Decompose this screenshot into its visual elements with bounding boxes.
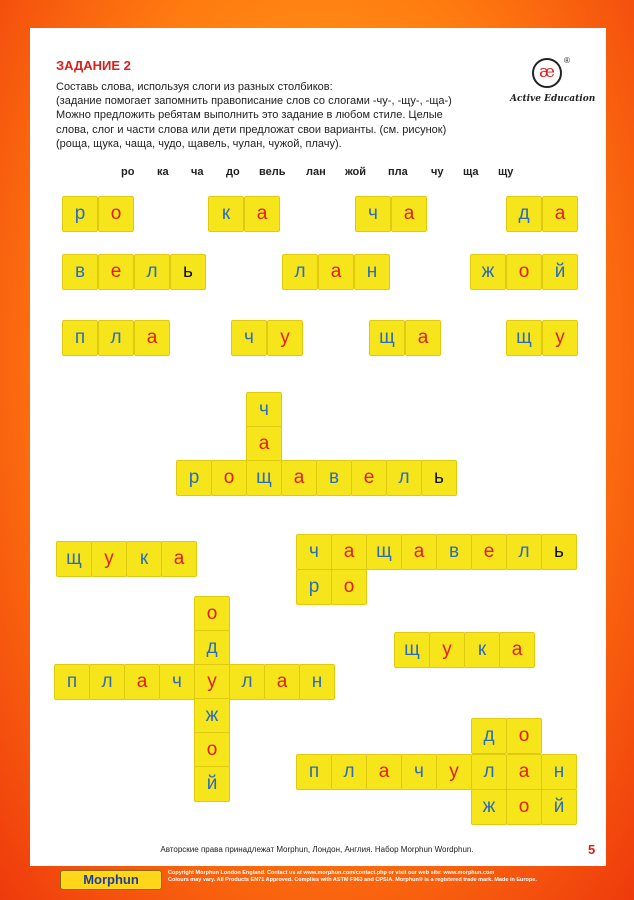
letter-tile[interactable]: а xyxy=(405,320,441,356)
letter-tile[interactable]: о xyxy=(98,196,134,232)
letter-tile[interactable]: л xyxy=(89,664,125,700)
letter-tile[interactable]: а xyxy=(366,754,402,790)
letter-tile[interactable]: о xyxy=(211,460,247,496)
letter-tile[interactable]: л xyxy=(134,254,170,290)
letter-tile[interactable]: а xyxy=(244,196,280,232)
letter-tile[interactable]: л xyxy=(506,534,542,570)
task-line-1: Составь слова, используя слоги из разных столбиков: xyxy=(56,81,333,93)
copyright-line-1: Copyright Morphun London England. Contact us at www.morphun.com/contact.php or visit our web site: www.morphun.com xyxy=(168,870,495,876)
letter-tile[interactable]: щ xyxy=(369,320,405,356)
letter-tile[interactable]: у xyxy=(267,320,303,356)
letter-tile[interactable]: е xyxy=(471,534,507,570)
letter-tile[interactable]: ч xyxy=(231,320,267,356)
letter-tile[interactable]: о xyxy=(194,596,230,632)
letter-tile[interactable]: в xyxy=(436,534,472,570)
task-title: ЗАДАНИЕ 2 xyxy=(56,58,131,73)
letter-tile[interactable]: ж xyxy=(194,698,230,734)
letter-tile[interactable]: щ xyxy=(366,534,402,570)
letter-tile[interactable]: л xyxy=(98,320,134,356)
syllable-header: ща xyxy=(463,166,479,178)
letter-tile[interactable]: р xyxy=(62,196,98,232)
letter-tile[interactable]: л xyxy=(282,254,318,290)
letter-tile[interactable]: д xyxy=(471,718,507,754)
letter-tile[interactable]: ж xyxy=(470,254,506,290)
syllable-header: лан xyxy=(306,166,326,178)
copyright-line-2: Colours may vary. All Products EN71 Approved. Complies with ASTM F963 and CPSIA. Morphun® is a registered trade mark. Made in Europe. xyxy=(168,877,537,883)
syllable-header: чу xyxy=(431,166,444,178)
letter-tile[interactable]: й xyxy=(542,254,578,290)
letter-tile[interactable]: а xyxy=(318,254,354,290)
syllable-header: пла xyxy=(388,166,408,178)
letter-tile[interactable]: щ xyxy=(506,320,542,356)
syllable-header: щу xyxy=(498,166,514,178)
letter-tile[interactable]: в xyxy=(316,460,352,496)
letter-tile[interactable]: п xyxy=(296,754,332,790)
letter-tile[interactable]: е xyxy=(98,254,134,290)
letter-tile[interactable]: у xyxy=(436,754,472,790)
letter-tile[interactable]: ч xyxy=(355,196,391,232)
letter-tile[interactable]: л xyxy=(471,754,507,790)
letter-tile[interactable]: а xyxy=(391,196,427,232)
syllable-header: ро xyxy=(121,166,135,178)
letter-tile[interactable]: а xyxy=(161,541,197,577)
syllable-header: вель xyxy=(259,166,286,178)
letter-tile[interactable]: е xyxy=(351,460,387,496)
letter-tile[interactable]: й xyxy=(194,766,230,802)
letter-tile[interactable]: щ xyxy=(394,632,430,668)
letter-tile[interactable]: ч xyxy=(159,664,195,700)
syllable-header: ка xyxy=(157,166,169,178)
letter-tile[interactable]: а xyxy=(281,460,317,496)
letter-tile[interactable]: ь xyxy=(541,534,577,570)
letter-tile[interactable]: ч xyxy=(401,754,437,790)
logo-text: Active Education xyxy=(510,94,596,104)
syllable-header: до xyxy=(226,166,240,178)
letter-tile[interactable]: л xyxy=(386,460,422,496)
letter-tile[interactable]: а xyxy=(331,534,367,570)
copyright-caption: Авторские права принадлежат Morphun, Лондон, Англия. Набор Morphun Wordphun. xyxy=(160,845,474,854)
letter-tile[interactable]: а xyxy=(246,426,282,462)
letter-tile[interactable]: й xyxy=(541,789,577,825)
letter-tile[interactable]: к xyxy=(208,196,244,232)
letter-tile[interactable]: у xyxy=(91,541,127,577)
letter-tile[interactable]: к xyxy=(464,632,500,668)
morphun-logo: Morphun xyxy=(60,870,162,890)
letter-tile[interactable]: н xyxy=(541,754,577,790)
syllable-header: жой xyxy=(345,166,367,178)
letter-tile[interactable]: щ xyxy=(56,541,92,577)
letter-tile[interactable]: к xyxy=(126,541,162,577)
letter-tile[interactable]: о xyxy=(506,789,542,825)
letter-tile[interactable]: р xyxy=(176,460,212,496)
letter-tile[interactable]: а xyxy=(499,632,535,668)
task-line-2: (задание помогает запомнить правописание слов со слогами -чу-, -щу-, -ща-) xyxy=(56,95,452,108)
letter-tile[interactable]: н xyxy=(354,254,390,290)
page-number: 5 xyxy=(588,842,596,857)
letter-tile[interactable]: щ xyxy=(246,460,282,496)
syllable-header: ча xyxy=(191,166,204,178)
letter-tile[interactable]: р xyxy=(296,569,332,605)
task-line-4: слова, слог и части слова или дети предложат свои варианты. (см. рисунок) xyxy=(56,123,447,136)
letter-tile[interactable]: ч xyxy=(296,534,332,570)
letter-tile[interactable]: о xyxy=(506,718,542,754)
letter-tile[interactable]: о xyxy=(331,569,367,605)
letter-tile[interactable]: у xyxy=(194,664,230,700)
letter-tile[interactable]: а xyxy=(134,320,170,356)
letter-tile[interactable]: д xyxy=(506,196,542,232)
letter-tile[interactable]: д xyxy=(194,630,230,666)
side-code: UTFS INNH 9812 xyxy=(602,712,608,760)
letter-tile[interactable]: н xyxy=(299,664,335,700)
letter-tile[interactable]: а xyxy=(542,196,578,232)
copyright-block xyxy=(168,870,588,884)
letter-tile[interactable]: ч xyxy=(246,392,282,428)
active-education-logo xyxy=(510,56,596,110)
letter-tile[interactable]: ь xyxy=(421,460,457,496)
letter-tile[interactable]: ь xyxy=(170,254,206,290)
registered-mark: ® xyxy=(564,56,570,65)
letter-tile[interactable]: а xyxy=(264,664,300,700)
letter-tile[interactable]: в xyxy=(62,254,98,290)
letter-tile[interactable]: а xyxy=(124,664,160,700)
ae-mark: æ xyxy=(532,58,562,88)
letter-tile[interactable]: а xyxy=(506,754,542,790)
letter-tile[interactable]: у xyxy=(429,632,465,668)
letter-tile[interactable]: п xyxy=(54,664,90,700)
letter-tile[interactable]: п xyxy=(62,320,98,356)
letter-tile[interactable]: а xyxy=(401,534,437,570)
letter-tile[interactable]: ж xyxy=(471,789,507,825)
letter-tile[interactable]: о xyxy=(194,732,230,768)
task-line-3: Можно предложить ребятам выполнить это задание в любом стиле. Целые xyxy=(56,109,443,122)
letter-tile[interactable]: у xyxy=(542,320,578,356)
task-description xyxy=(56,80,526,151)
letter-tile[interactable]: о xyxy=(506,254,542,290)
task-line-5: (роща, щука, чаща, чудо, щавель, чулан, чужой, плачу). xyxy=(56,137,342,150)
letter-tile[interactable]: л xyxy=(331,754,367,790)
letter-tile[interactable]: л xyxy=(229,664,265,700)
